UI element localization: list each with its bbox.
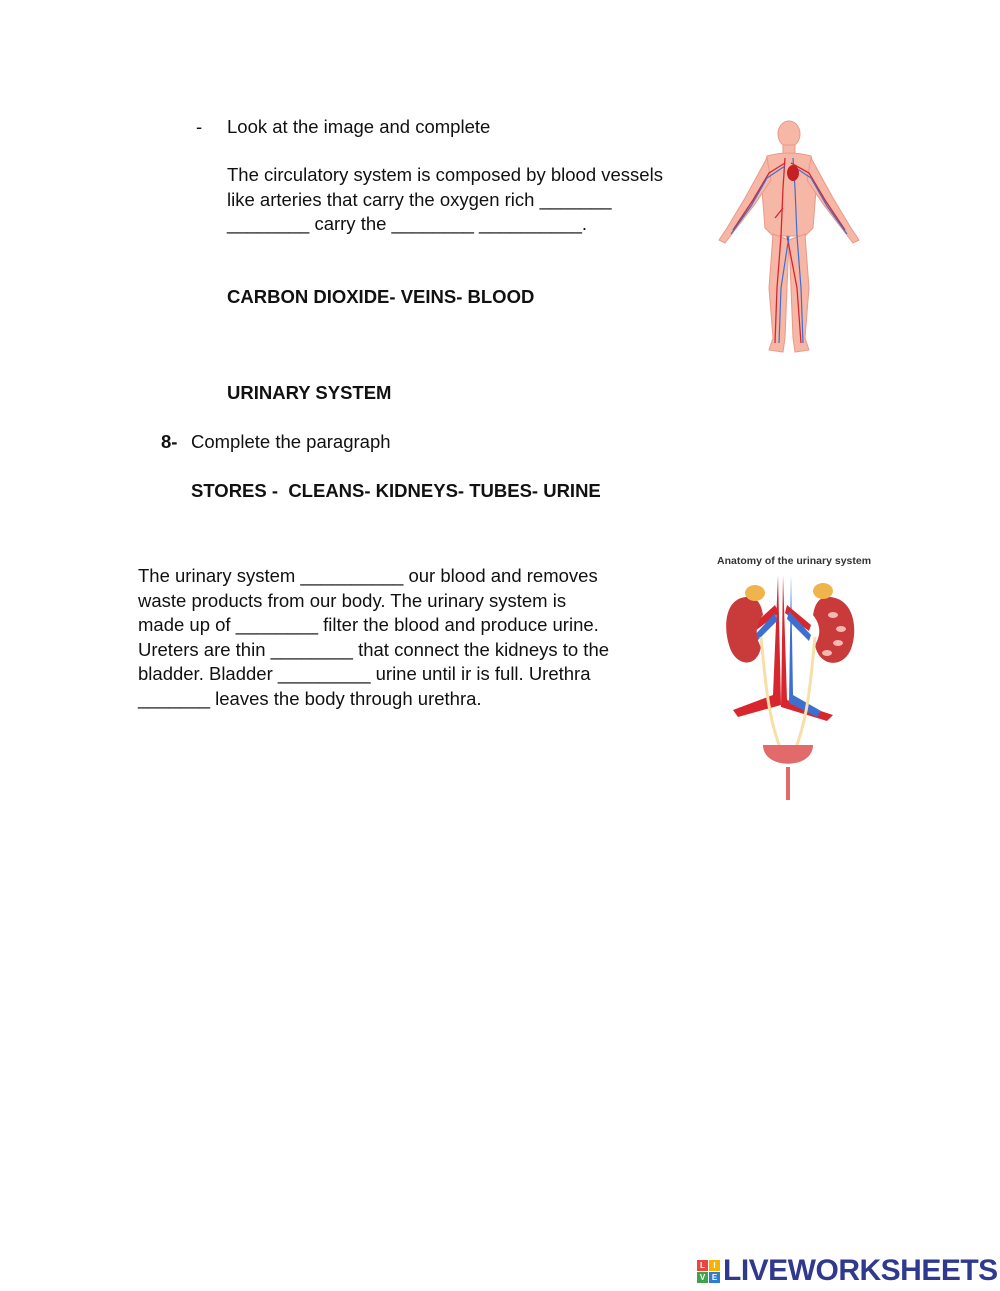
paragraph-line: bladder. Bladder _________ urine until ir is full. Urethra: [138, 663, 591, 684]
paragraph-line: The urinary system __________ our blood and removes: [138, 565, 598, 586]
logo-icon: [697, 1260, 720, 1283]
paragraph-line: Ureters are thin ________ that connect the kidneys to the: [138, 638, 610, 660]
urinary-image-caption: Anatomy of the urinary system: [717, 555, 872, 567]
liveworksheets-logo[interactable]: [697, 1256, 998, 1286]
instruction-text: Look at the image and complete: [227, 116, 491, 137]
logo-letter-tile: E: [709, 1272, 720, 1283]
paragraph-line: The circulatory system is composed by blood vessels: [227, 164, 663, 185]
word-bank-urinary: STORES - CLEANS- KIDNEYS- TUBES- URINE: [191, 480, 601, 501]
urinary-system-heading: URINARY SYSTEM: [227, 382, 392, 403]
bullet-dash: -: [196, 116, 203, 137]
paragraph-line: made up of ________ filter the blood and produce urine.: [138, 614, 599, 635]
paragraph-line: waste products from our body. The urinary system is: [138, 589, 567, 611]
paragraph-line: ________ carry the ________ __________.: [227, 213, 588, 234]
logo-letter-tile: I: [709, 1260, 720, 1271]
circulatory-system-image: [705, 118, 870, 363]
question-number: 8-: [161, 431, 178, 452]
logo-letter-tile: L: [697, 1260, 708, 1271]
question-text: Complete the paragraph: [191, 431, 391, 452]
paragraph-line: like arteries that carry the oxygen rich _______: [227, 188, 612, 210]
logo-text: LIVEWORKSHEETS: [723, 1254, 998, 1287]
urinary-system-image: [663, 545, 923, 805]
word-bank-circulatory: CARBON DIOXIDE- VEINS- BLOOD: [227, 286, 535, 307]
urinary-paragraph: [138, 564, 609, 711]
circulatory-paragraph: [227, 163, 663, 237]
logo-letter-tile: V: [697, 1272, 708, 1283]
paragraph-line: _______ leaves the body through urethra.: [138, 687, 482, 709]
